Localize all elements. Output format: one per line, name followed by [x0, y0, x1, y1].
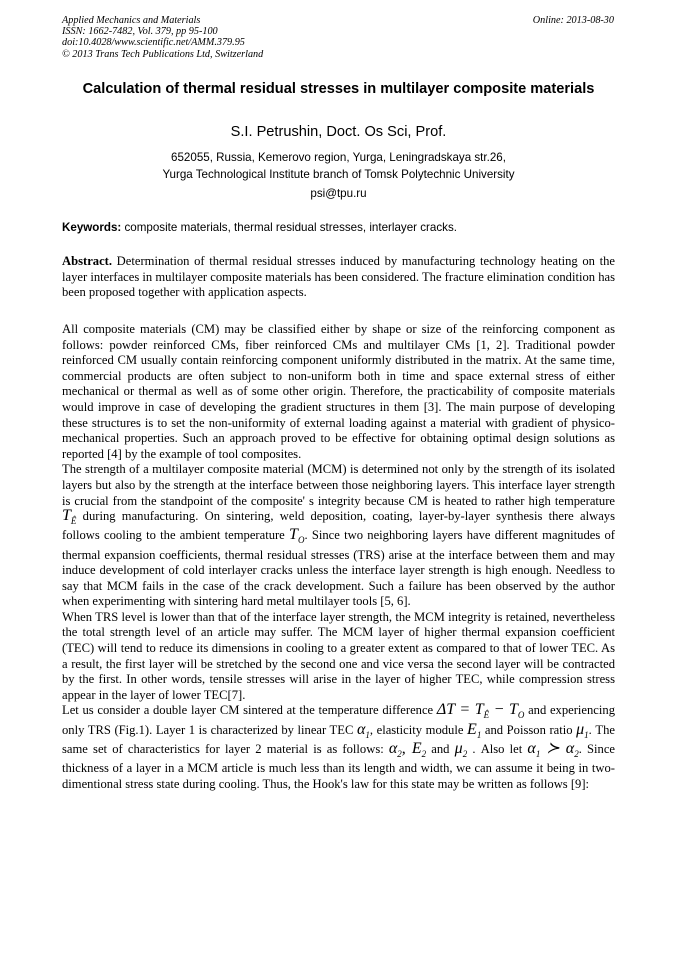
body-text: [62, 322, 615, 792]
paragraph-4-part-c: , elasticity module: [369, 722, 468, 737]
online-date: Online: 2013-08-30: [532, 15, 614, 26]
paper-title: Calculation of thermal residual stresses in multilayer composite materials: [82, 81, 595, 97]
keywords: [62, 221, 615, 235]
formula-to: $T_O$: [289, 526, 305, 546]
affiliation: [62, 150, 615, 183]
paragraph-3: When TRS level is lower than that of the interface layer strength, the MCM integrity is retained, nevertheless the total strength level of an article may suffer. The MCM layer of higher thermal expansion coefficient (TEC) will tend to reduce its dimensions in cooling to a greater extent as compared to that of lower TEC. As a result, the first layer will be stretched by the second one and vice versa the second layer will be contracted by the first. In other words, tensile stresses will arise in the layer of higher TEC, while compression stress appear in the layer of lower TEC[7].: [62, 609, 615, 702]
formula-te: $T_Ê$: [62, 507, 77, 527]
formula-alpha-1: $\alpha_1$: [356, 720, 370, 740]
affiliation-line-2: Yurga Technological Institute branch of Tomsk Polytechnic University: [162, 167, 515, 181]
paragraph-4-part-b: and experiencing only TRS (Fig.1). Layer 1 is characterized by linear TEC: [62, 703, 615, 737]
author-email: psi@tpu.ru: [310, 187, 367, 200]
formula-alpha-compare: $\alpha_1$ ≻ $\alpha_2$: [527, 739, 579, 759]
paragraph-4-part-a: Let us consider a double layer CM sintered at the temperature difference: [62, 703, 437, 718]
paragraph-2-part-c: . Since two neighboring layers have different magnitudes of thermal expansion coefficients, thermal residual stresses (TRS) arise at the interface between them and may induce development of cold interlayer cracks unless the interface layer strength is high enough. Needless to say that MCM fails in the case of the crack development. Such a failure has been observed by the author when experimenting with sintering hard metal multilayer tools [5, 6].: [62, 528, 615, 609]
doi-line: doi:10.4028/www.scientific.net/AMM.379.95: [62, 37, 245, 49]
issn-line: ISSN: 1662-7482, Vol. 379, pp 95-100: [62, 26, 218, 38]
formula-delta-t: $\Delta T = T_Ê - T_O$: [436, 701, 525, 721]
paragraph-1: All composite materials (CM) may be classified either by shape or size of the reinforcing component as follows: powder reinforced CMs, fiber reinforced CMs and multilayer CMs [1, 2]. Traditional powder reinforced CM usually contain reinforcing component uniformly distributed in the matrix. At the same time, commercial products are often subject to non-uniform both in time and space external stress of either mechanical or thermal as well as of some other origin. Therefore, the practicability of composite materials would improve in case of developing the gradient structures in them [3]. The main purpose of developing these structures is to set the non-uniformity of external loading against a material with gradient of physico-mechanical properties. Such an approach proved to be effective for obtaining optimal design solutions as reported [4] by the example of tool composites.: [62, 322, 615, 461]
abstract: [62, 254, 615, 301]
keywords-text: composite materials, thermal residual stresses, interlayer cracks.: [121, 221, 457, 234]
paragraph-4-part-g: . Also let: [467, 741, 528, 756]
paragraph-4-part-e: . The same set of characteristics for layer 2 material is as follows:: [62, 722, 615, 756]
formula-alpha-2-e2: $\alpha_2$, $E_2$: [388, 739, 427, 759]
keywords-label: Keywords:: [62, 221, 122, 234]
paragraph-4: [62, 703, 615, 792]
paragraph-2-part-a: The strength of a multilayer composite material (MCM) is determined not only by the strength of its isolated layers but also by the strength at the interface between those neighboring layers. This interface layer strength is crucial from the standpoint of the composite' s integrity because CM is heated to rather high temperature: [62, 462, 615, 508]
formula-e1: $E_1$: [467, 720, 482, 740]
formula-mu-2: $\mu_2$: [454, 739, 468, 759]
journal-header: [62, 15, 442, 60]
paragraph-4-part-d: and Poisson ratio: [481, 722, 577, 737]
paragraph-2-part-b: during manufacturing. On sintering, weld deposition, coating, layer-by-layer synthesis there always follows cooling to the ambient temperature: [62, 509, 615, 543]
affiliation-line-1: 652055, Russia, Kemerovo region, Yurga, Leningradskaya str.26,: [171, 151, 506, 164]
paragraph-2: [62, 462, 615, 610]
paragraph-4-part-f: and: [426, 741, 455, 756]
abstract-text: Determination of thermal residual stresses induced by manufacturing technology heating on the layer interfaces in multilayer composite materials has been considered. The fracture elimination condition has been proposed together with application aspects.: [62, 254, 615, 300]
author-line: S.I. Petrushin, Doct. Os Sci, Prof.: [230, 124, 447, 140]
journal-name: Applied Mechanics and Materials: [62, 15, 201, 26]
copyright-line: © 2013 Trans Tech Publications Ltd, Switzerland: [62, 48, 264, 60]
abstract-label: Abstract.: [62, 254, 113, 268]
paragraph-4-part-h: . Since thickness of a layer in a MCM article is much less than its length and width, we can assume it being in two-dimentional stress state during cooling. Thus, the Hook's law for this state may be written as follows [9]:: [62, 741, 616, 791]
formula-mu-1: $\mu_1$: [576, 720, 589, 740]
